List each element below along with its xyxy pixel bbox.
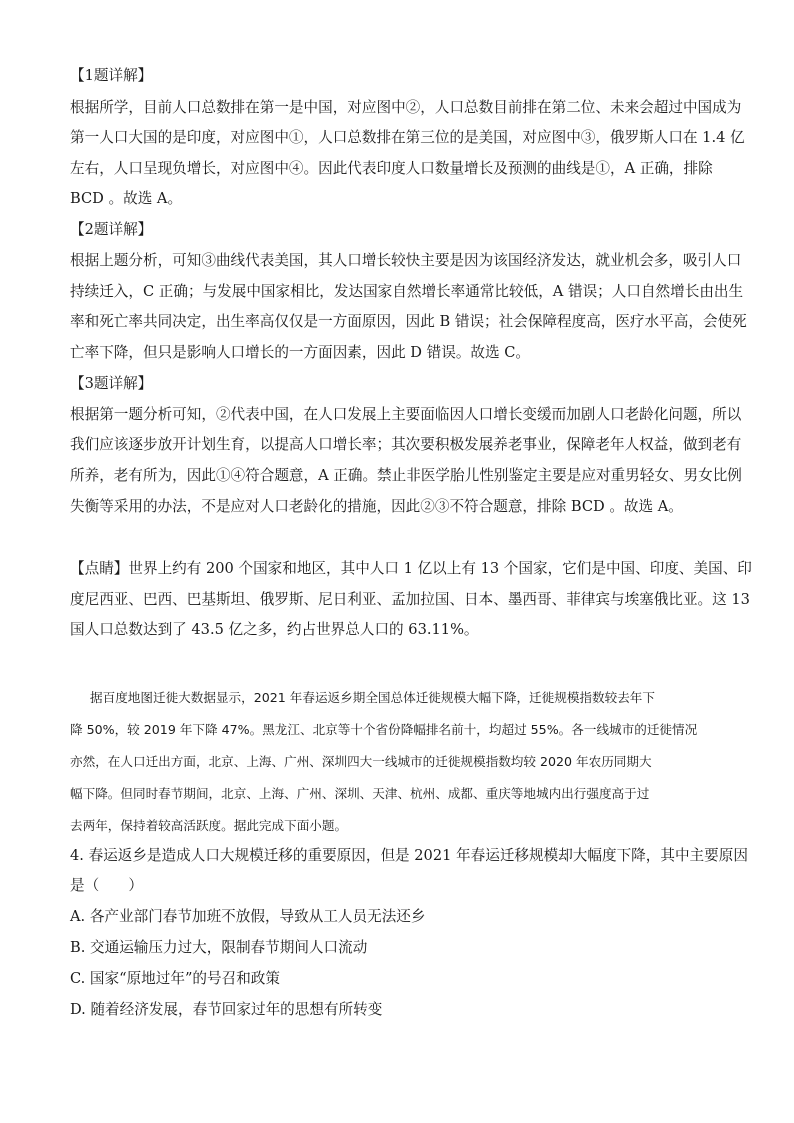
note-line: 国人口总数达到了 43.5 亿之多，约占世界总人口的 63.11%。 [70, 621, 479, 638]
section-1-line: 根据所学，目前人口总数排在第一是中国，对应图中②，人口总数目前排在第二位、未来会超过中国成为 [70, 99, 742, 116]
passage-line: 幅下降。但同时春节期间，北京、上海、广州、深圳、天津、杭州、成都、重庆等地城内出行强度高于过 [70, 786, 650, 801]
section-1-title: 【1题详解】 [70, 67, 153, 84]
section-2-title: 【2题详解】 [70, 221, 153, 238]
section-2-line: 率和死亡率共同决定，出生率高仅仅是一方面原因，因此 B 错误；社会保障程度高，医疗水平高，会使死 [70, 313, 747, 330]
option-a: A. 各产业部门春节加班不放假，导致从工人员无法还乡 [70, 908, 426, 925]
section-3-line: 根据第一题分析可知，②代表中国，在人口发展上主要面临因人口增长变缓而加剧人口老龄化问题，所以 [70, 406, 742, 423]
question-stem: 4. 春运返乡是造成人口大规模迁移的重要原因，但是 2021 年春运迁移规模却大幅度下降，其中主要原因 [70, 847, 748, 864]
section-1-line: 左右，人口呈现负增长，对应图中④。因此代表印度人口数量增长及预测的曲线是①，A 正确，排除 [70, 160, 713, 177]
option-d: D. 随着经济发展，春节回家过年的思想有所转变 [70, 1001, 383, 1018]
passage-line: 降 50%，较 2019 年下降 47%。黑龙江、北京等十个省份降幅排名前十，均超过 55%。各一线城市的迁徙情况 [70, 722, 698, 737]
question-stem: 是（ ） [70, 877, 143, 894]
note-line: 度尼西亚、巴西、巴基斯坦、俄罗斯、尼日利亚、孟加拉国、日本、墨西哥、菲律宾与埃塞俄比亚。这 13 [70, 591, 750, 608]
section-3-line: 所养，老有所为，因此①④符合题意，A 正确。禁止非医学胎儿性别鉴定主要是应对重男轻女、男女比例 [70, 467, 742, 484]
note-line: 【点睛】世界上约有 200 个国家和地区，其中人口 1 亿以上有 13 个国家，它们是中国、印度、美国、印 [70, 560, 752, 577]
section-1-line: 第一人口大国的是印度，对应图中①，人口总数排在第三位的是美国，对应图中③，俄罗斯人口在 1.4 亿 [70, 129, 745, 146]
passage-line: 去两年，保持着较高活跃度。据此完成下面小题。 [70, 818, 348, 833]
section-3-line: 失衡等采用的办法，不是应对人口老龄化的措施，因此②③不符合题意，排除 BCD 。故选 A。 [70, 498, 683, 515]
section-2-line: 根据上题分析，可知③曲线代表美国，其人口增长较快主要是因为该国经济发达，就业机会多，吸引人口 [70, 252, 742, 269]
section-2-line: 持续迁入，C 正确；与发展中国家相比，发达国家自然增长率通常比较低，A 错误；人口自然增长由出生 [70, 283, 744, 300]
section-1-line: BCD 。故选 A。 [70, 190, 183, 207]
section-3-title: 【3题详解】 [70, 375, 153, 392]
section-3-line: 我们应该逐步放开计划生育，以提高人口增长率；其次要积极发展养老事业，保障老年人权益，做到老有 [70, 436, 742, 453]
passage-line: 亦然，在人口迁出方面，北京、上海、广州、深圳四大一线城市的迁徙规模指数均较 2020 年农历同期大 [70, 754, 652, 769]
passage-line: 据百度地图迁徙大数据显示，2021 年春运返乡期全国总体迁徙规模大幅下降，迁徙规模指数较去年下 [90, 690, 655, 705]
option-c: C. 国家“原地过年”的号召和政策 [70, 970, 280, 987]
option-b: B. 交通运输压力过大，限制春节期间人口流动 [70, 939, 368, 956]
section-2-line: 亡率下降，但只是影响人口增长的一方面因素，因此 D 错误。故选 C。 [70, 344, 531, 361]
